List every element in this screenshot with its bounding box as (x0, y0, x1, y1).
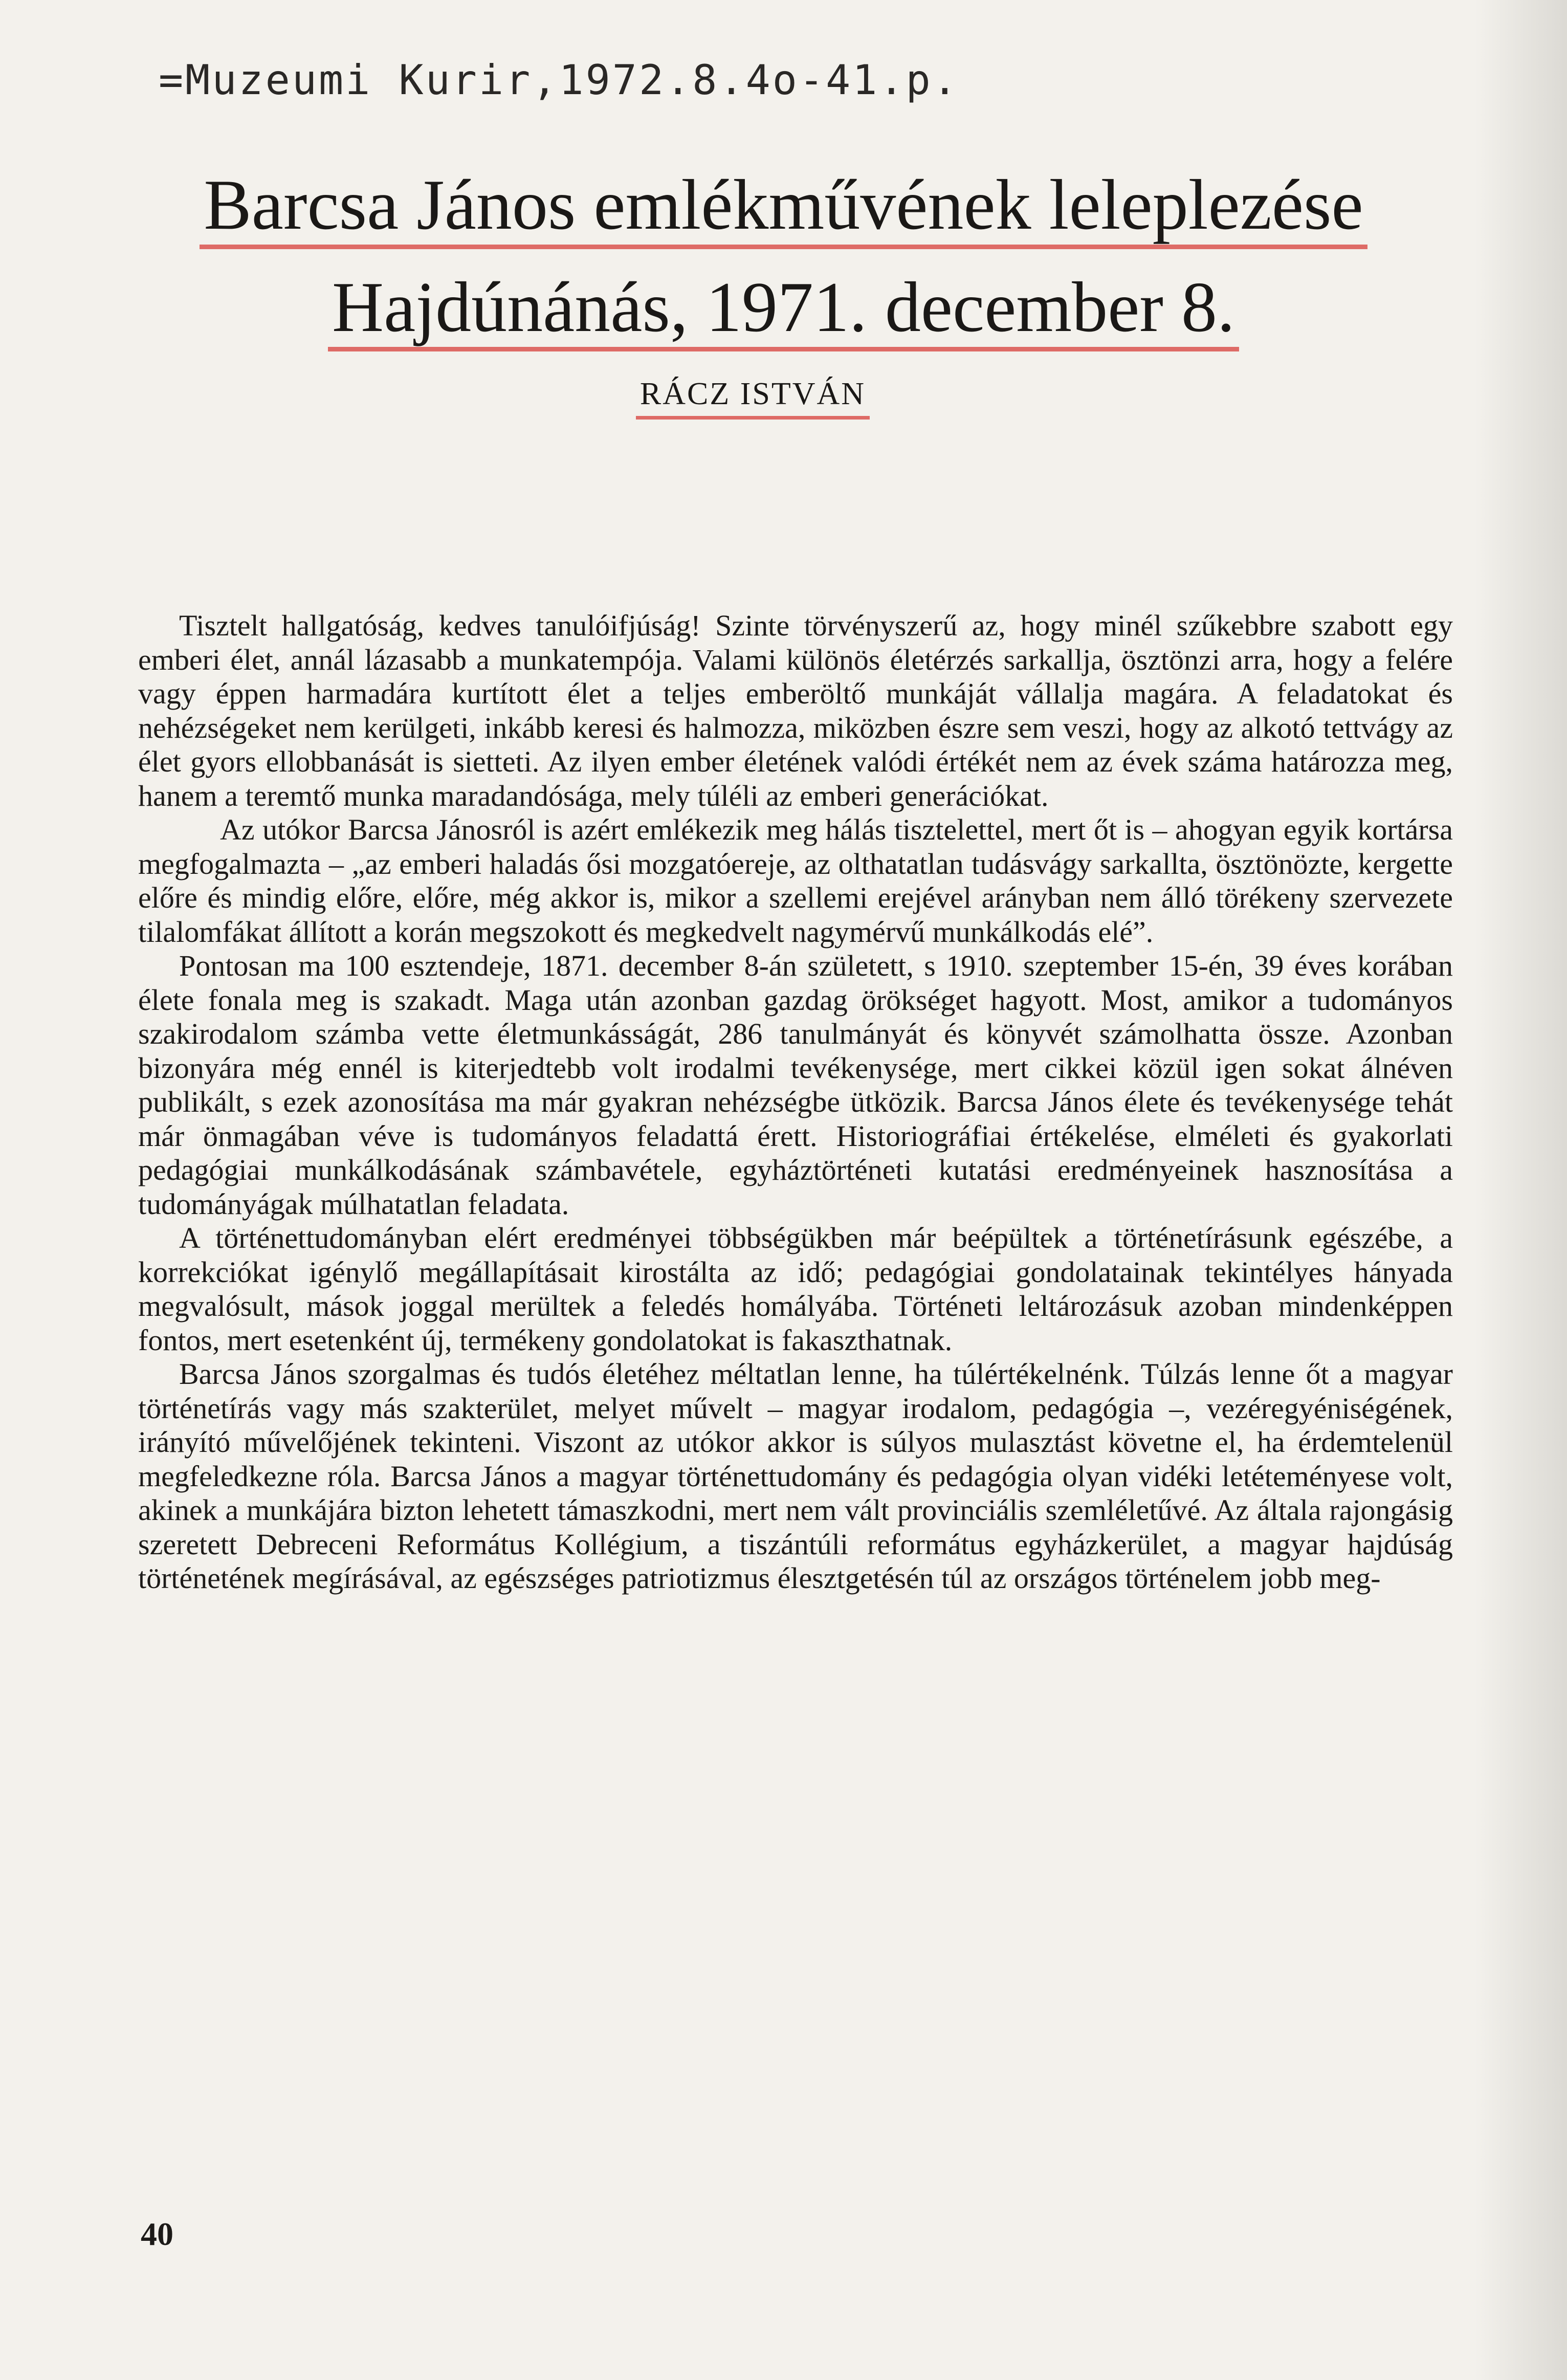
article-title-line-2 (0, 266, 1567, 348)
source-note: =Muzeumi Kurir,1972.8.4o-41.p. (159, 56, 959, 104)
paragraph-5: Barcsa János szorgalmas és tudós életéhez méltatlan lenne, ha túlértékelnénk. Túlzás lenne őt a magyar történetírás vagy más szakterület, melyet művelt – magyar irodalom, pedagógia –, vezéregyéniségének, irányító művelőjének tekinteni. Viszont az utókor akkor is súlyos mulasztást követne el, ha érdemtelenül megfeledkezne róla. Barcsa János a magyar történettudomány és pedagógia olyan vidéki letéteményese volt, akinek a munkájára bizton lehetett támaszkodni, mert nem vált provinciális szemléletűvé. Az általa rajongásig szeretett Debreceni Református Kollégium, a tiszántúli református egyházkerület, a magyar hajdúság történetének megírásával, az egészséges patriotizmus élesztgetésén túl az országos történelem jobb meg- (138, 1357, 1453, 1595)
article-title-text-2: Hajdúnánás, 1971. december 8. (332, 266, 1235, 348)
paragraph-4: A történettudományban elért eredményei többségükben már beépültek a történetírásunk egészébe, a korrekciókat igénylő megállapításait kirostálta az idő; pedagógiai gondolatainak tekintélyes hányada megvalósult, mások joggal merültek a feledés homályába. Történeti leltározásuk azoban mindenképpen fontos, mert esetenként új, termékeny gondolatokat is fakaszthatnak. (138, 1221, 1453, 1357)
article-title-line-1 (0, 164, 1567, 246)
author-name: RÁCZ ISTVÁN (639, 377, 866, 411)
page-number: 40 (141, 2216, 173, 2252)
paragraph-2: Az utókor Barcsa Jánosról is azért emlékezik meg hálás tisztelettel, mert őt is – ahogyan egyik kortársa megfogalmazta – „az emberi haladás ősi mozgatóereje, az olthatatlan tudásvágy sarkallta, ösztönözte, kergette előre és mindig előre, előre, még akkor is, mikor a szellemi erejével arányban nem álló törékeny szervezete tilalomfákat állított a korán megszokott és megkedvelt nagymérvű munkálkodás elé”. (138, 813, 1453, 949)
article-title-text-1: Barcsa János emlékművének leleplezése (204, 164, 1363, 246)
article-body (138, 609, 1453, 1596)
paragraph-3: Pontosan ma 100 esztendeje, 1871. december 8-án született, s 1910. szeptember 15-én, 39 éves korában élete fonala meg is szakadt. Maga után azonban gazdag örökséget hagyott. Most, amikor a tudományos szakirodalom számba vette életmunkásságát, 286 tanulmányát és könyvét számolhatta össze. Azonban bizonyára még ennél is kiterjedtebb volt irodalmi tevékenysége, mert cikkei közül igen sokat álnéven publikált, s ezek azonosítása ma már gyakran nehézségbe ütközik. Barcsa János élete és tevékenysége tehát már önmagában véve is tudományos feladattá érett. Historiográfiai értékelése, elméleti és gyakorlati pedagógiai munkálkodásának számbavétele, egyháztörténeti kutatási eredményeinek hasznosítása a tudományágak múlhatatlan feladata. (138, 949, 1453, 1221)
page-edge-shadow (1475, 0, 1567, 2380)
paragraph-1: Tisztelt hallgatóság, kedves tanulóifjúság! Szinte törvényszerű az, hogy minél szűkebbre szabott egy emberi élet, annál lázasabb a munkatempója. Valami különös életérzés sarkallja, ösztönzi arra, hogy a felére vagy éppen harmadára kurtított élet a teljes emberöltő munkáját vállalja magára. A feladatokat és nehézségeket nem kerülgeti, inkább keresi és halmozza, miközben észre sem veszi, hogy az alkotó tettvágy az élet gyors ellobbanását is sietteti. Az ilyen ember életének valódi értékét nem az évek száma határozza meg, hanem a teremtő munka maradandósága, mely túléli az emberi generációkat. (138, 609, 1453, 812)
author-byline (0, 376, 1536, 412)
